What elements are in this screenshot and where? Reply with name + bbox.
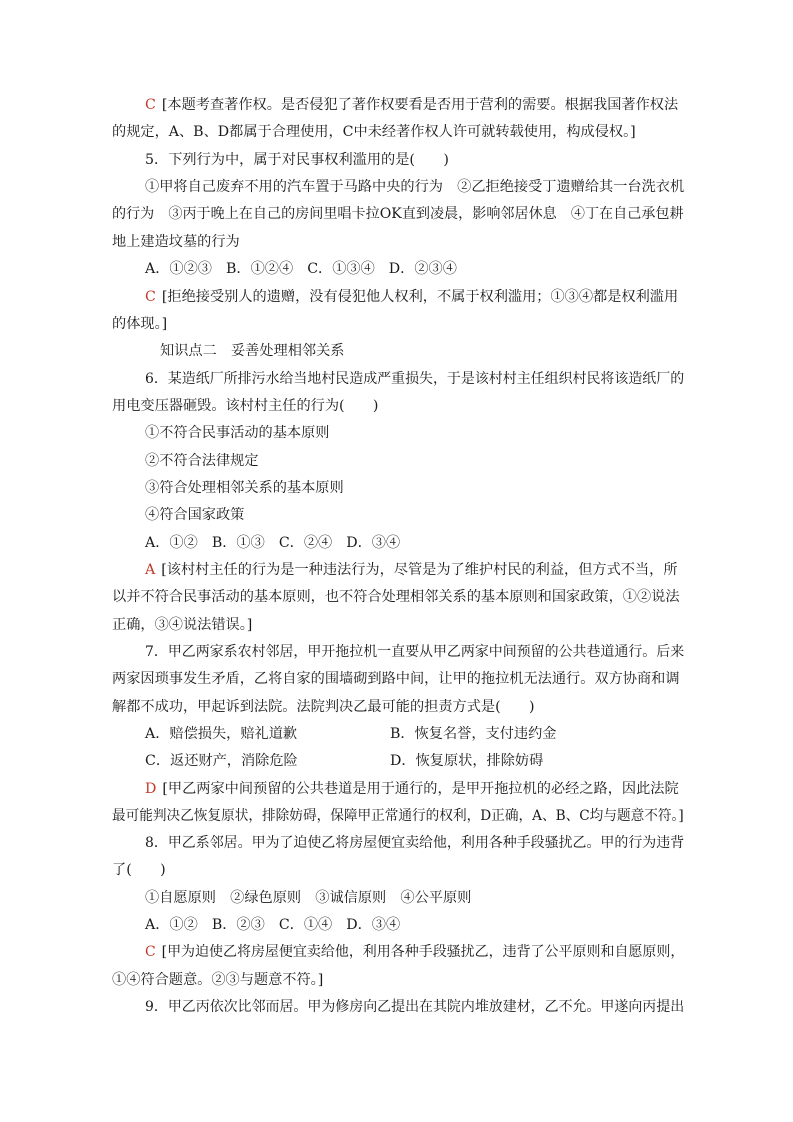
option: B．恢复名誉，支付违约金 (390, 726, 557, 742)
option: C．①④ (278, 917, 333, 933)
statement: ②不符合法律规定 (145, 453, 259, 469)
question-7: 7．甲乙两家系农村邻居，甲开拖拉机一直要从甲乙两家中间预留的公共巷道通行。后来 (145, 644, 685, 660)
explanation-text: [甲乙两家中间预留的公共巷道是用于通行的，是甲开拖拉机的必经之路，因此法院 (162, 781, 679, 797)
option: B．①②④ (226, 261, 294, 277)
option: C．返还财产，消除危险 (145, 753, 298, 769)
option: D．恢复原状，排除妨碍 (390, 753, 544, 769)
explanation-text: [拒绝接受别人的遗赠，没有侵犯他人权利，不属于权利滥用；①③④都是权利滥用 (161, 289, 679, 305)
question-6: 6．某造纸厂所排污水给当地村民造成严重损失，于是该村村主任组织村民将该造纸厂的 (145, 371, 685, 387)
statement: ①不符合民事活动的基本原则 (145, 425, 330, 441)
options-7-row2 (145, 751, 543, 771)
question-text: 两家因琐事发生矛盾，乙将自家的围墙砌到路中间，让甲的拖拉机无法通行。双方协商和调 (112, 671, 680, 687)
explanation-text: [本题考查著作权。是否侵犯了著作权要看是否用于营利的需要。根据我国著作权法 (161, 97, 679, 113)
question-5: 5．下列行为中，属于对民事权利滥用的是( ) (145, 152, 449, 168)
question-text: 解都不成功，甲起诉到法院。法院判决乙最可能的担责方式是( ) (112, 699, 535, 715)
option: B．②③ (211, 917, 265, 933)
question-text: 的行为 ③丙于晚上在自己的房间里唱卡拉OK直到凌晨，影响邻居休息 ④丁在自己承包耕 (112, 206, 684, 222)
question-text: 了( ) (112, 862, 166, 878)
answer-4 (145, 95, 678, 115)
answer-6 (145, 560, 678, 580)
question-8: 8．甲乙系邻居。甲为了迫使乙将房屋便宜卖给他，利用各种手段骚扰乙。甲的行为违背 (145, 835, 685, 851)
options-5 (145, 259, 471, 279)
explanation-text: [甲为迫使乙将房屋便宜卖给他，利用各种手段骚扰乙，违背了公平原则和自愿原则， (161, 944, 685, 960)
option: A．①②③ (145, 261, 212, 277)
answer-letter: A (145, 562, 156, 578)
option: D．③④ (346, 535, 401, 551)
question-text: 地上建造坟墓的行为 (112, 234, 240, 250)
options-6 (145, 533, 414, 553)
option: A．①② (145, 917, 198, 933)
answer-7 (145, 779, 679, 799)
explanation-text: 正确，③④说法错误。] (112, 617, 253, 633)
answer-5 (145, 287, 678, 307)
option: C．②④ (278, 535, 333, 551)
option: B．①③ (211, 535, 265, 551)
statement: ③符合处理相邻关系的基本原则 (145, 480, 344, 496)
section-heading: 知识点二 妥善处理相邻关系 (160, 343, 345, 359)
answer-letter: D (145, 781, 157, 797)
statement: ①自愿原则 ②绿色原则 ③诚信原则 ④公平原则 (145, 890, 472, 906)
answer-8 (145, 942, 684, 962)
answer-letter: C (145, 289, 156, 305)
question-text: ①甲将自己废弃不用的汽车置于马路中央的行为 ②乙拒绝接受丁遗赠给其一台洗衣机 (145, 179, 685, 195)
question-text: 用电变压器砸毁。该村村主任的行为( ) (112, 398, 379, 414)
explanation-text: 的规定，A、B、D都属于合理使用，C中未经著作权人许可就转载使用，构成侵权。] (112, 124, 636, 140)
answer-letter: C (145, 944, 156, 960)
option: A．①② (145, 535, 198, 551)
explanation-text: [该村村主任的行为是一种违法行为，尽管是为了维护村民的利益，但方式不当，所 (161, 562, 678, 578)
explanation-text: 的体现。] (112, 316, 168, 332)
option: A．赔偿损失，赔礼道歉 (145, 726, 298, 742)
options-7-row1 (145, 724, 557, 744)
option: D．③④ (346, 917, 401, 933)
option: C．①③④ (307, 261, 375, 277)
answer-letter: C (145, 97, 156, 113)
option: D．②③④ (388, 261, 457, 277)
explanation-text: ①④符合题意。②③与题意不符。] (112, 972, 324, 988)
statement: ④符合国家政策 (145, 507, 245, 523)
question-9: 9．甲乙丙依次比邻而居。甲为修房向乙提出在其院内堆放建材，乙不允。甲遂向丙提出 (145, 999, 685, 1015)
explanation-text: 以并不符合民事活动的基本原则，也不符合处理相邻关系的基本原则和国家政策，①②说法 (112, 589, 680, 605)
explanation-text: 最可能判决乙恢复原状，排除妨碍，保障甲正常通行的权利，D正确，A、B、C均与题意不符。] (112, 808, 684, 824)
options-8 (145, 915, 414, 935)
